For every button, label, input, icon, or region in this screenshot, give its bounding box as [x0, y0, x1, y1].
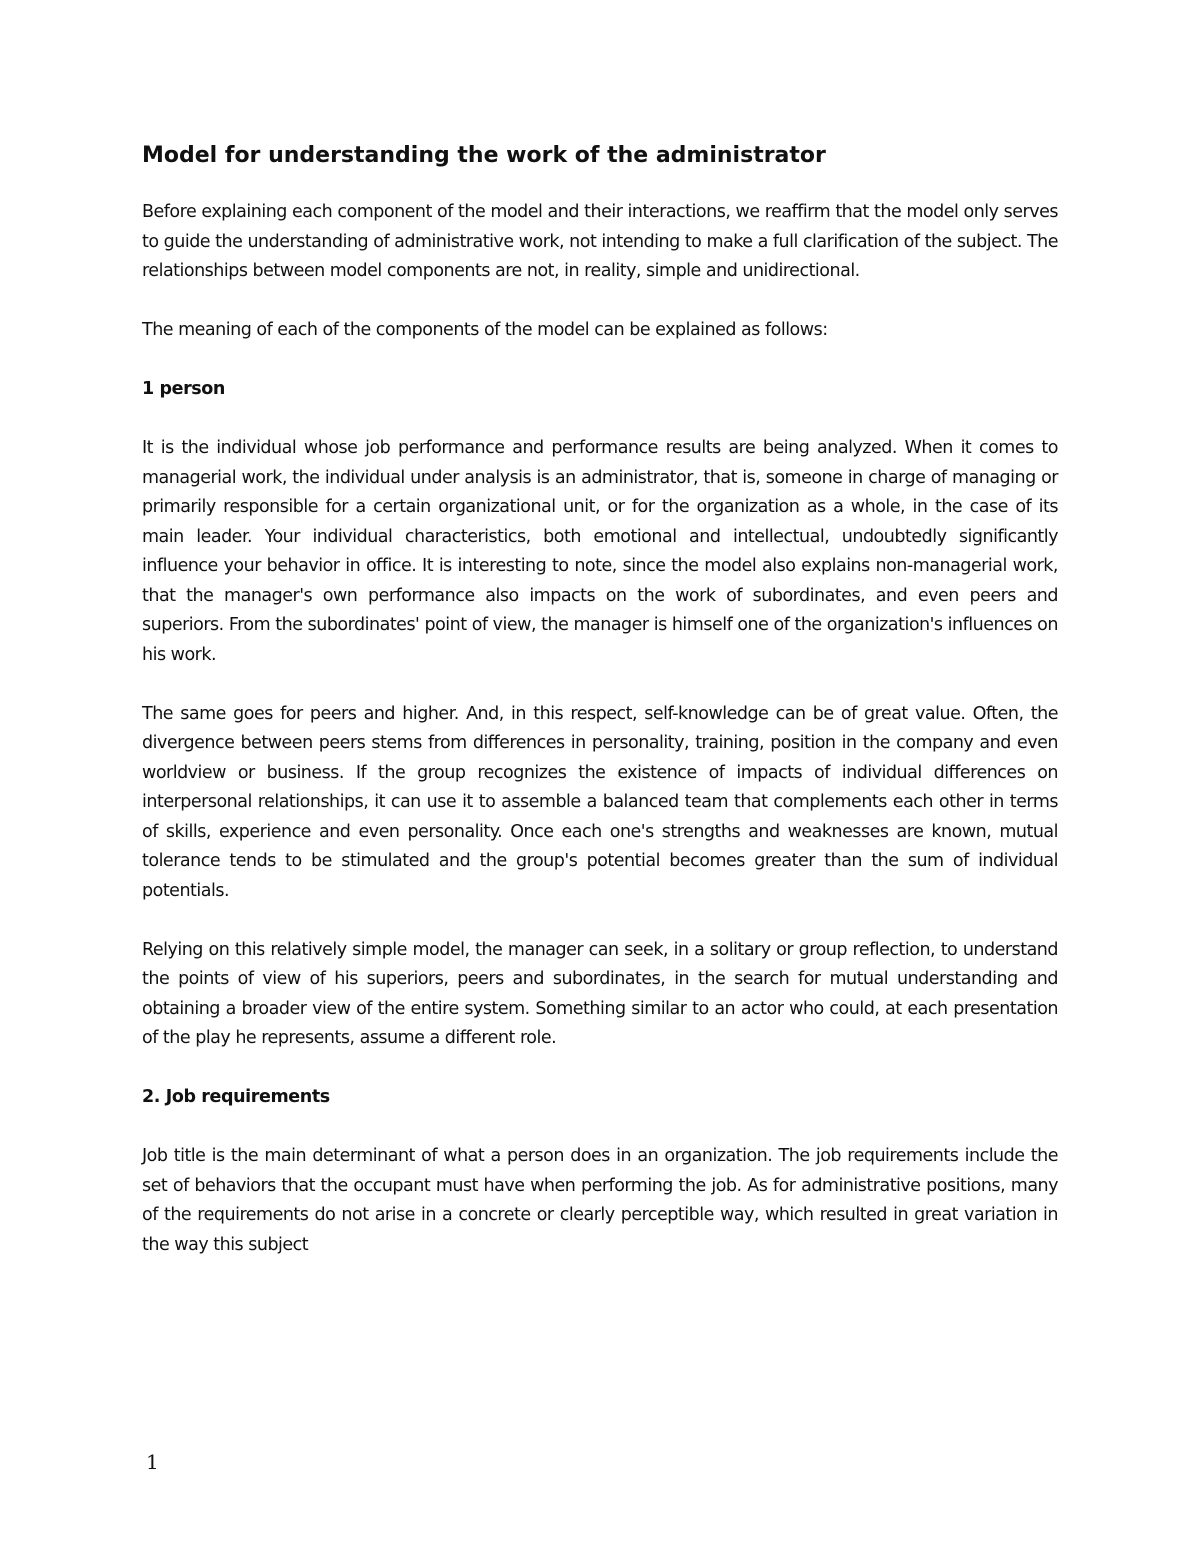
document-title: Model for understanding the work of the administrator [142, 143, 826, 168]
person-paragraph-1: It is the individual whose job performance and performance results are being analyzed. When it comes to managerial work, the individual under analysis is an administrator, that is, someone in charge of managing or primarily responsible for a certain organizational unit, or for the organization as a whole, in the case of its main leader. Your individual characteristics, both emotional and intellectual, undoubtedly significantly influence your behavior in office. It is interesting to note, since the model also explains non-managerial work, that the manager's own performance also impacts on the work of subordinates, and even peers and superiors. From the subordinates' point of view, the manager is himself one of the organization's influences on his work. [142, 438, 1058, 665]
intro-paragraph: Before explaining each component of the model and their interactions, we reaffirm that the model only serves to guide the understanding of administrative work, not intending to make a full clarification of the subject. The relationships between model components are not, in reality, simple and unidirectional. [142, 202, 1058, 281]
section-heading-job-requirements: 2. Job requirements [142, 1087, 330, 1107]
person-paragraph-2: The same goes for peers and higher. And, in this respect, self-knowledge can be of great value. Often, the divergence between peers stems from differences in personality, training, position in the company and even worldview or business. If the group recognizes the existence of impacts of individual differences on interpersonal relationships, it can use it to assemble a balanced team that complements each other in terms of skills, experience and even personality. Once each one's strengths and weaknesses are known, mutual tolerance tends to be stimulated and the group's potential becomes greater than the sum of individual potentials. [142, 703, 1058, 901]
job-requirements-paragraph-1: Job title is the main determinant of what a person does in an organization. The job requirements include the set of behaviors that the occupant must have when performing the job. As for administrative positions, many of the requirements do not arise in a concrete or clearly perceptible way, which resulted in great variation in the way this subject [142, 1146, 1058, 1255]
section-heading-person: 1 person [142, 379, 225, 399]
meaning-paragraph: The meaning of each of the components of the model can be explained as follows: [142, 320, 828, 340]
page-content [142, 140, 1058, 1290]
page-number: 1 [146, 1450, 159, 1474]
person-paragraph-3: Relying on this relatively simple model, the manager can seek, in a solitary or group reflection, to understand the points of view of his superiors, peers and subordinates, in the search for mutual understanding and obtaining a broader view of the entire system. Something similar to an actor who could, at each presentation of the play he represents, assume a different role. [142, 939, 1058, 1048]
